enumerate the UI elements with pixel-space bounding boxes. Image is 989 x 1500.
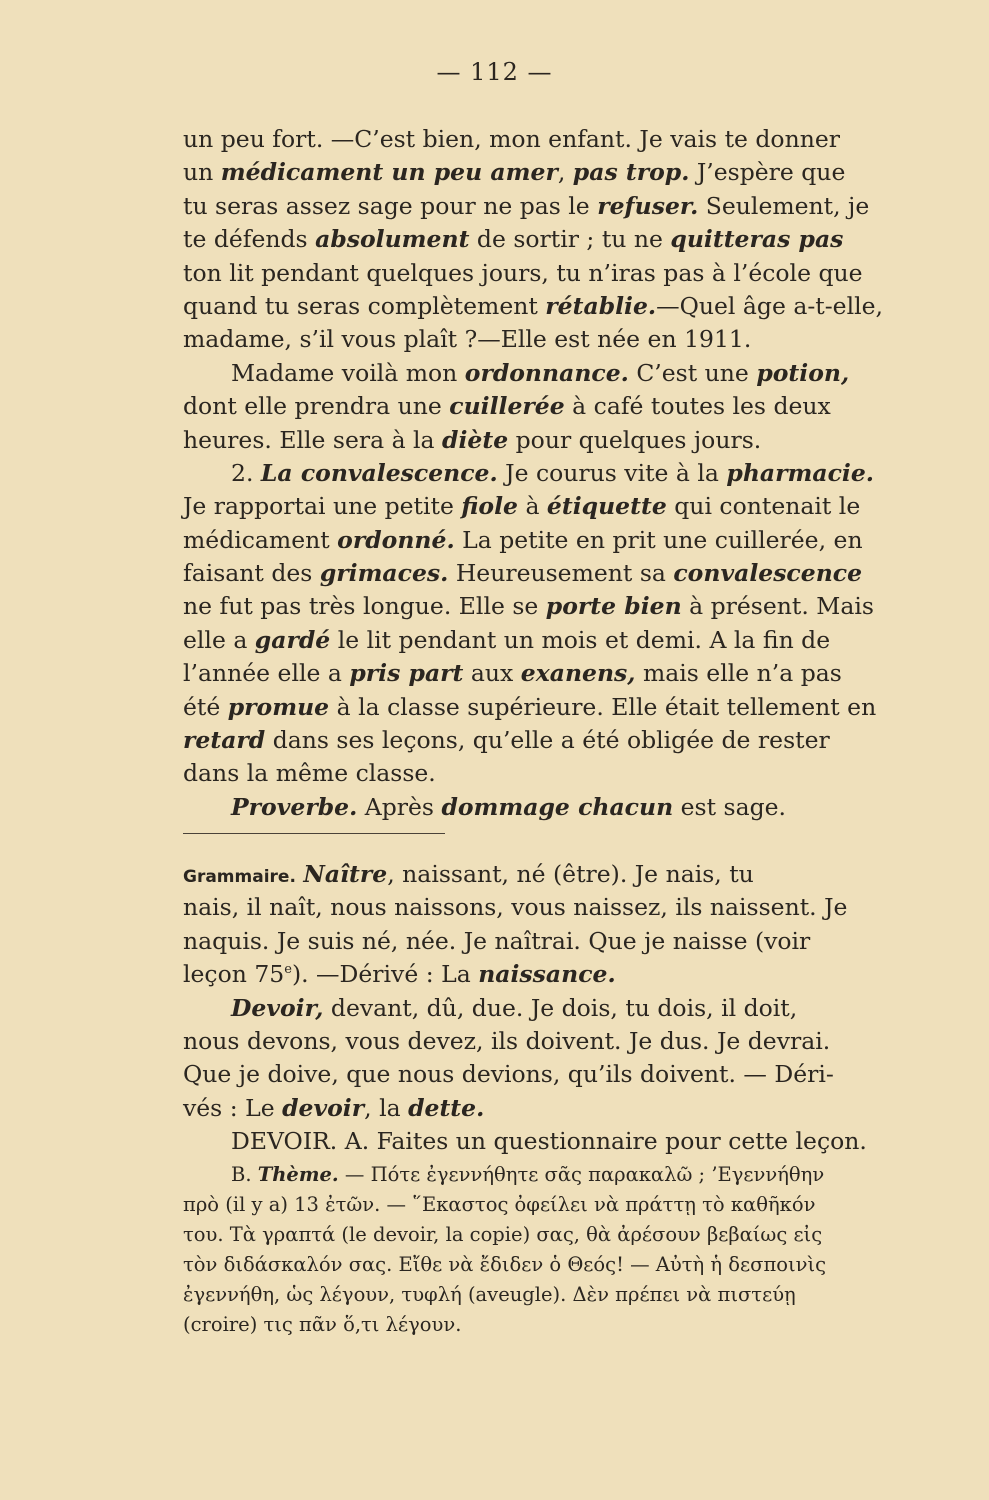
- italic-term: devoir: [282, 1093, 365, 1122]
- italic-term: Thème.: [257, 1163, 339, 1186]
- text-line: [183, 1220, 943, 1250]
- main-paragraph: [183, 123, 943, 824]
- italic-term: dommage chacun: [441, 792, 674, 821]
- text-run: Après: [357, 792, 442, 821]
- text-run: ,: [557, 158, 573, 187]
- text-run: à café toutes les deux: [564, 392, 831, 421]
- text-line: [183, 424, 943, 457]
- text-run: του. Τὰ γραπτά (le devoir, la copie) σας, θὰ ἀρέσουν βεβαίως εἰς: [183, 1223, 823, 1246]
- text-run: été: [183, 692, 228, 721]
- text-run: le lit pendant un mois et demi. A la fin de: [330, 625, 831, 654]
- text-line: [183, 323, 943, 356]
- text-line: [183, 457, 943, 490]
- italic-term: Devoir,: [231, 993, 324, 1022]
- text-run: (croire) τις πᾶν ὅ,τι λέγουν.: [183, 1313, 462, 1336]
- text-run: à la classe supérieure. Elle était tellement en: [329, 692, 877, 721]
- text-line: [183, 1190, 943, 1220]
- italic-term: absolument: [315, 225, 470, 254]
- italic-term: La convalescence.: [260, 458, 498, 487]
- text-line: [183, 257, 943, 290]
- italic-term: retard: [183, 726, 266, 755]
- text-run: dans ses leçons, qu’elle a été obligée de rester: [265, 726, 830, 755]
- text-run: pour quelques jours.: [508, 425, 762, 454]
- text-run: Je rapportai une petite: [183, 492, 462, 521]
- italic-term: exanens,: [520, 659, 636, 688]
- text-line: [183, 891, 943, 924]
- text-run: qui contenait le: [666, 492, 861, 521]
- text-run: à: [517, 492, 547, 521]
- text-line: [183, 290, 943, 323]
- text-line: [183, 925, 943, 958]
- text-run: dans la même classe.: [183, 759, 436, 788]
- text-line: [183, 858, 943, 891]
- italic-term: rétablie.: [545, 291, 657, 320]
- text-line: [183, 524, 943, 557]
- text-line: [183, 1058, 943, 1091]
- italic-term: étiquette: [546, 492, 667, 521]
- text-line: [183, 791, 943, 824]
- italic-term: cuillerée: [449, 392, 565, 421]
- text-run: tu seras assez sage pour ne pas le: [183, 191, 598, 220]
- text-line: [183, 1250, 943, 1280]
- text-run: 2.: [231, 458, 261, 487]
- italic-term: naissance.: [478, 960, 616, 989]
- text-run: DEVOIR. A. Faites un questionnaire pour cette leçon.: [231, 1127, 867, 1156]
- text-run: τὸν διδάσκαλόν σας. Εἴθε νὰ ἔδιδεν ὁ Θεός! — Αὐτὴ ἡ δεσποινὶς: [183, 1253, 827, 1276]
- text-run: l’année elle a: [183, 659, 350, 688]
- italic-term: diète: [442, 425, 509, 454]
- italic-term: Naître: [303, 860, 388, 888]
- text-run: J’espère que: [689, 158, 846, 187]
- text-run: te défends: [183, 225, 316, 254]
- text-run: médicament: [183, 525, 338, 554]
- text-line: [183, 992, 943, 1025]
- text-line: [183, 624, 943, 657]
- text-line: [183, 1160, 943, 1190]
- page-number: — 112 —: [436, 58, 553, 86]
- text-run: nous devons, vous devez, ils doivent. Je dus. Je devrai.: [183, 1026, 831, 1055]
- text-run: elle a: [183, 625, 255, 654]
- italic-term: convalescence: [673, 559, 863, 588]
- italic-term: pas trop.: [572, 158, 690, 187]
- text-run: Heureusement sa: [448, 559, 674, 588]
- text-line: [183, 1092, 943, 1125]
- grammar-section: [183, 858, 943, 1159]
- section-heading: Grammaire.: [183, 867, 296, 887]
- italic-term: quitteras pas: [670, 225, 844, 254]
- text-run: de sortir ; tu ne: [469, 225, 671, 254]
- italic-term: ordonné.: [337, 525, 455, 554]
- text-line: [183, 724, 943, 757]
- text-line: [183, 1125, 943, 1158]
- text-run: leçon 75: [183, 960, 285, 989]
- text-line: [183, 490, 943, 523]
- text-line: [183, 657, 943, 690]
- text-run: B.: [231, 1163, 258, 1186]
- text-run: nais, il naît, nous naissons, vous naissez, ils naissent. Je: [183, 893, 848, 922]
- text-run: faisant des: [183, 559, 320, 588]
- text-line: [183, 590, 943, 623]
- text-run: naquis. Je suis né, née. Je naîtrai. Que je naisse (voir: [183, 926, 811, 955]
- italic-term: refuser.: [597, 191, 699, 220]
- text-run: , naissant, né (être). Je nais, tu: [387, 860, 754, 888]
- text-line: [183, 190, 943, 223]
- italic-term: pris part: [349, 659, 464, 688]
- text-line: [183, 357, 943, 390]
- italic-term: fiole: [461, 492, 518, 521]
- theme-exercise: [183, 1160, 943, 1340]
- text-line: [183, 691, 943, 724]
- italic-term: gardé: [254, 625, 331, 654]
- text-run: Seulement, je: [698, 191, 870, 220]
- text-run: ). —Dérivé : La: [291, 960, 479, 989]
- text-run: mais elle n’a pas: [635, 659, 842, 688]
- superscript: e: [284, 962, 292, 978]
- text-run: heures. Elle sera à la: [183, 425, 443, 454]
- text-run: πρὸ (il y a) 13 ἐτῶν. — ῞Εκαστος ὀφείλει νὰ πράττῃ τὸ καθῆκόν: [183, 1193, 816, 1216]
- italic-term: ordonnance.: [464, 358, 629, 387]
- text-run: Je courus vite à la: [497, 458, 727, 487]
- text-line: [183, 390, 943, 423]
- text-line: [183, 1310, 943, 1340]
- text-run: dont elle prendra une: [183, 392, 450, 421]
- text-line: [183, 223, 943, 256]
- text-run: un: [183, 158, 221, 187]
- text-line: [183, 1025, 943, 1058]
- text-run: C’est une: [628, 358, 757, 387]
- italic-term: porte bien: [545, 592, 682, 621]
- text-run: madame, s’il vous plaît ?—Elle est née en 1911.: [183, 325, 752, 354]
- text-run: ton lit pendant quelques jours, tu n’iras pas à l’école que: [183, 258, 863, 287]
- text-line: [183, 156, 943, 189]
- text-line: [183, 1280, 943, 1310]
- text-run: — Πότε ἐγεννήθητε σᾶς παρακαλῶ ; ’Εγεννήθην: [338, 1163, 825, 1186]
- italic-term: promue: [227, 692, 330, 721]
- text-line: [183, 757, 943, 790]
- text-run: Madame voilà mon: [231, 358, 465, 387]
- text-run: ἐγεννήθη, ὡς λέγουν, τυφλή (aveugle). Δὲν πρέπει νὰ πιστεύῃ: [183, 1283, 796, 1306]
- text-run: un peu fort. —C’est bien, mon enfant. Je vais te donner: [183, 125, 840, 153]
- text-run: La petite en prit une cuillerée, en: [454, 525, 863, 554]
- italic-term: dette.: [408, 1093, 485, 1122]
- text-run: à présent. Mais: [681, 592, 874, 621]
- italic-term: potion,: [756, 358, 850, 387]
- text-run: aux: [463, 659, 521, 688]
- text-run: —Quel âge a-t-elle,: [656, 291, 884, 320]
- text-run: quand tu seras complètement: [183, 291, 546, 320]
- text-line: [183, 557, 943, 590]
- text-line: [183, 123, 943, 156]
- text-run: , la: [364, 1093, 409, 1122]
- italic-term: grimaces.: [319, 559, 449, 588]
- text-line: [183, 958, 943, 991]
- text-run: devant, dû, due. Je dois, tu dois, il doit,: [323, 993, 798, 1022]
- italic-term: médicament un peu amer: [220, 158, 558, 187]
- section-divider: [183, 833, 445, 834]
- text-run: est sage.: [673, 792, 787, 821]
- italic-term: Proverbe.: [231, 792, 358, 821]
- text-run: Que je doive, que nous devions, qu’ils doivent. — Déri-: [183, 1060, 834, 1089]
- italic-term: pharmacie.: [726, 458, 874, 487]
- text-run: vés : Le: [183, 1093, 283, 1122]
- text-run: ne fut pas très longue. Elle se: [183, 592, 546, 621]
